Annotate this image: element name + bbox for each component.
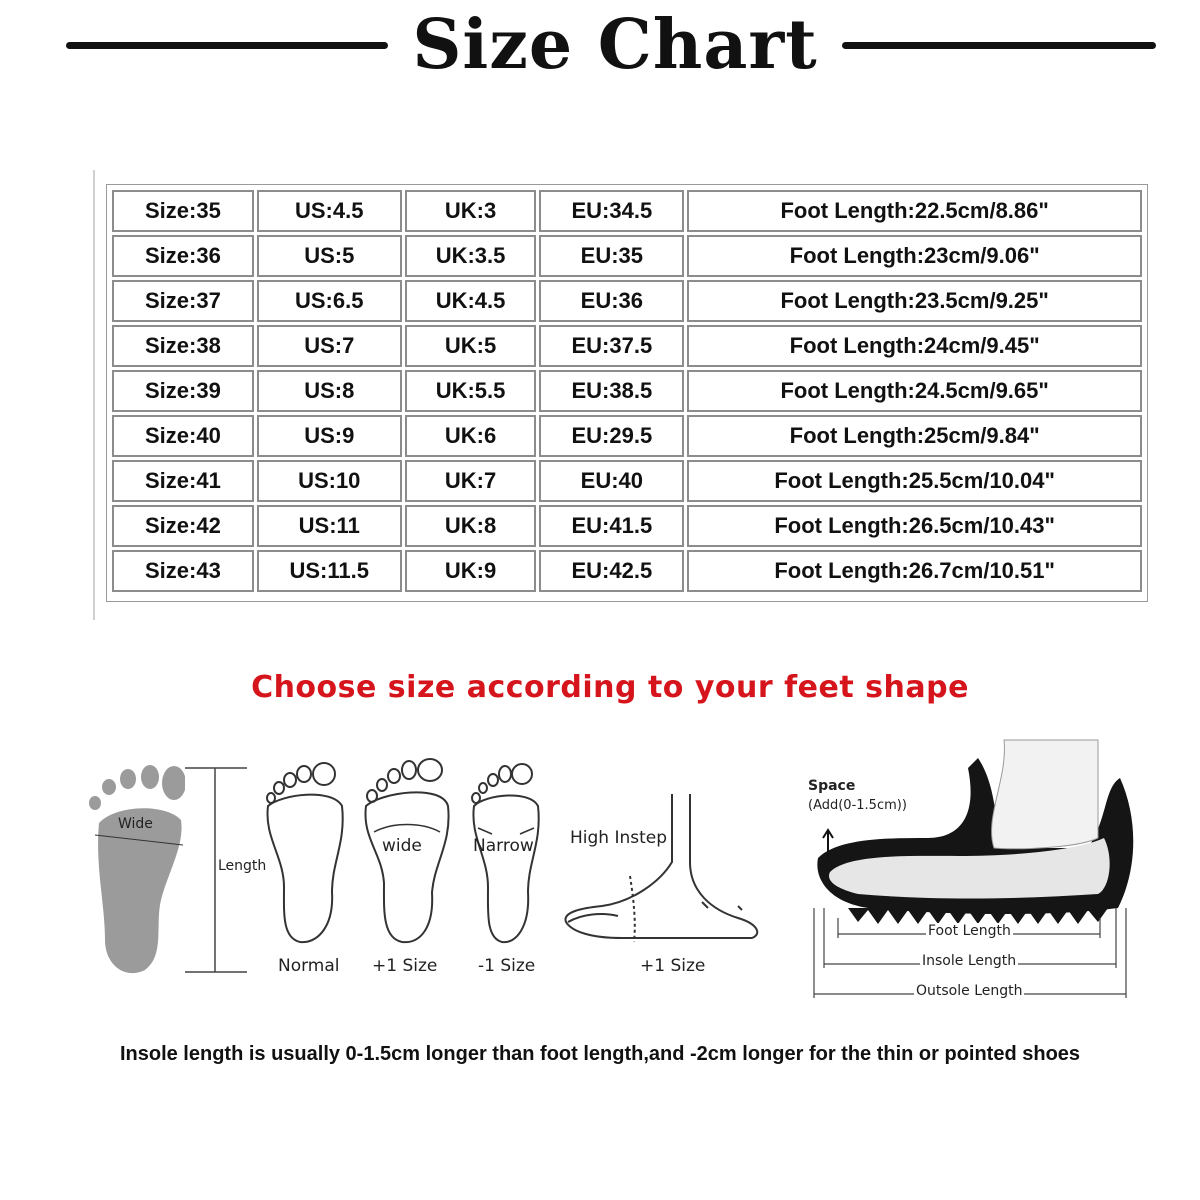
cell-eu: EU:40 xyxy=(539,460,684,502)
cell-uk: UK:3.5 xyxy=(405,235,537,277)
cell-foot-length: Foot Length:24.5cm/9.65" xyxy=(687,370,1142,412)
cell-us: US:4.5 xyxy=(257,190,402,232)
high-instep-label: High Instep xyxy=(570,828,668,848)
table-row xyxy=(112,505,1142,547)
normal-foot-icon xyxy=(262,762,352,947)
cell-uk: UK:9 xyxy=(405,550,537,592)
outsole-length-measure: Outsole Length xyxy=(916,983,1023,999)
cell-uk: UK:8 xyxy=(405,505,537,547)
cell-us: US:11 xyxy=(257,505,402,547)
subtitle: Choose size according to your feet shape xyxy=(251,670,969,705)
cell-uk: UK:4.5 xyxy=(405,280,537,322)
table-row xyxy=(112,235,1142,277)
size-table-body xyxy=(112,190,1142,592)
cell-uk: UK:5 xyxy=(405,325,537,367)
cell-size: Size:36 xyxy=(112,235,254,277)
title-rule-left xyxy=(66,42,388,49)
cell-uk: UK:5.5 xyxy=(405,370,537,412)
cell-eu: EU:41.5 xyxy=(539,505,684,547)
cell-eu: EU:29.5 xyxy=(539,415,684,457)
table-row xyxy=(112,370,1142,412)
cell-eu: EU:34.5 xyxy=(539,190,684,232)
table-row xyxy=(112,460,1142,502)
table-row xyxy=(112,190,1142,232)
foot-silhouette-icon xyxy=(85,765,185,980)
cell-foot-length: Foot Length:23.5cm/9.25" xyxy=(687,280,1142,322)
table-row xyxy=(112,280,1142,322)
space-note: (Add(0-1.5cm)) xyxy=(808,798,907,813)
cell-eu: EU:42.5 xyxy=(539,550,684,592)
wide-arrow-label: wide xyxy=(382,836,422,856)
cell-us: US:8 xyxy=(257,370,402,412)
length-label: Length xyxy=(218,858,267,874)
high-instep-foot-icon xyxy=(562,792,772,952)
table-row xyxy=(112,415,1142,457)
insole-length-measure: Insole Length xyxy=(922,953,1017,969)
high-instep-caption: +1 Size xyxy=(640,956,706,976)
cell-foot-length: Foot Length:25cm/9.84" xyxy=(687,415,1142,457)
cell-us: US:7 xyxy=(257,325,402,367)
cell-foot-length: Foot Length:23cm/9.06" xyxy=(687,235,1142,277)
space-label: Space xyxy=(808,778,856,794)
cell-eu: EU:37.5 xyxy=(539,325,684,367)
cell-eu: EU:35 xyxy=(539,235,684,277)
footnote: Insole length is usually 0-1.5cm longer than foot length,and -2cm longer for the thin or pointed shoes xyxy=(119,1043,1081,1065)
cell-size: Size:40 xyxy=(112,415,254,457)
cell-foot-length: Foot Length:26.5cm/10.43" xyxy=(687,505,1142,547)
size-table xyxy=(109,187,1145,595)
cell-size: Size:39 xyxy=(112,370,254,412)
cell-uk: UK:6 xyxy=(405,415,537,457)
cell-size: Size:41 xyxy=(112,460,254,502)
cell-size: Size:38 xyxy=(112,325,254,367)
title-row xyxy=(0,0,1200,100)
narrow-arrow-label: Narrow xyxy=(473,836,534,856)
table-row xyxy=(112,550,1142,592)
cell-us: US:6.5 xyxy=(257,280,402,322)
cell-size: Size:42 xyxy=(112,505,254,547)
title-rule-right xyxy=(842,42,1156,49)
cell-foot-length: Foot Length:24cm/9.45" xyxy=(687,325,1142,367)
cell-size: Size:35 xyxy=(112,190,254,232)
cell-size: Size:37 xyxy=(112,280,254,322)
cell-us: US:10 xyxy=(257,460,402,502)
cell-eu: EU:36 xyxy=(539,280,684,322)
feet-illustration xyxy=(0,730,1200,1020)
cell-foot-length: Foot Length:26.7cm/10.51" xyxy=(687,550,1142,592)
cell-us: US:5 xyxy=(257,235,402,277)
foot-length-measure: Foot Length xyxy=(928,923,1011,939)
wide-label: Wide xyxy=(118,816,153,832)
cell-us: US:9 xyxy=(257,415,402,457)
cell-eu: EU:38.5 xyxy=(539,370,684,412)
normal-caption: Normal xyxy=(278,956,340,976)
page-title: Size Chart xyxy=(412,5,818,85)
cell-foot-length: Foot Length:25.5cm/10.04" xyxy=(687,460,1142,502)
cell-size: Size:43 xyxy=(112,550,254,592)
cell-uk: UK:7 xyxy=(405,460,537,502)
table-row xyxy=(112,325,1142,367)
size-table-frame xyxy=(106,184,1148,602)
cell-uk: UK:3 xyxy=(405,190,537,232)
cell-us: US:11.5 xyxy=(257,550,402,592)
side-rule xyxy=(93,170,95,620)
cell-foot-length: Foot Length:22.5cm/8.86" xyxy=(687,190,1142,232)
wide-caption: +1 Size xyxy=(372,956,438,976)
narrow-caption: -1 Size xyxy=(478,956,536,976)
